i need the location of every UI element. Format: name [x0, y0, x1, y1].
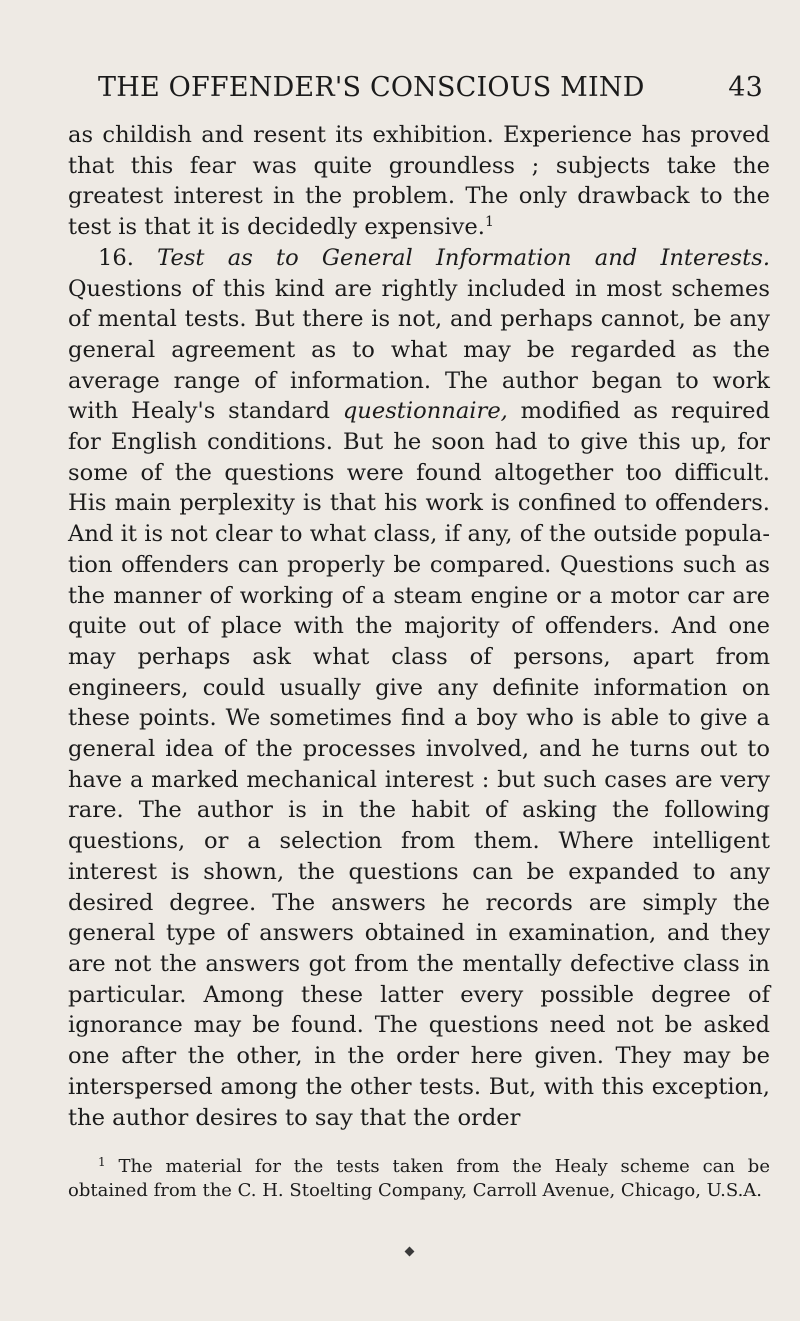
paragraph-16-text-b: modified as required for English conditions. But he soon had to give this up, for some of the questions were found altogether too difficult. His main perplexity is that his work is confined to offenders. And it is not clear to what class, if any, of the outside population offenders can properly be compared. Questions such as the manner of working of a steam engine or a motor car are quite out of place with the majority of offenders. And one may perhaps ask what class of persons, apart from engineers, could usually give any definite information on these points. We sometimes find a boy who is able to give a general idea of the processes involved, and he turns out to have a marked mechanical interest : but such cases are very rare. The author is in the habit of asking the following questions, or a selection from them. Where intelligent interest is shown, the questions can be expanded to any desired degree. The answers he records are simply the general type of answers obtained in examination, and they are not the answers got from the mentally defective class in particular. Among these latter every possible degree of ignorance may be found. The questions need not be asked one after the other, in the order here given. They may be interspersed among the other tests. But, with this exception, the author desires to say that the order [68, 398, 770, 1131]
paragraph-1-text: as childish and resent its exhibition. Experience has proved that this fear was quite groundless ; subjects take the greatest interest in the problem. The only drawback to the test is that it is decidedly expensive. [68, 122, 770, 241]
footnote-text: The material for the tests taken from the Healy scheme can be obtained from the C. H. Stoelting Company, Carroll Avenue, Chicago, U.S.A. [68, 1156, 770, 1201]
page-number: 43 [728, 72, 763, 103]
body-text [68, 120, 770, 1133]
printer-mark [405, 1247, 415, 1257]
footnote-marker: 1 [98, 1155, 106, 1169]
section-heading-part-b: as to General Information and Interests. [227, 244, 771, 271]
italic-term: questionnaire, [342, 398, 508, 425]
paragraph-continued [68, 120, 770, 243]
section-number: 16. [98, 244, 134, 271]
section-heading [157, 245, 770, 271]
running-header [98, 72, 763, 108]
section-heading-part-a: Test [157, 244, 205, 271]
footnote [68, 1155, 770, 1203]
running-title: THE OFFENDER'S CONSCIOUS MIND [98, 72, 645, 103]
footnote-reference: 1 [484, 214, 494, 231]
paragraph-16-text-a: Questions of this kind are rightly included in most schemes of mental tests. But there is not, and perhaps cannot, be any general agreement as to what may be regarded as the average range of information. The author began to work with Healy's standard [68, 275, 770, 425]
footnote-paragraph [68, 1155, 770, 1203]
paragraph-16 [68, 243, 770, 1133]
